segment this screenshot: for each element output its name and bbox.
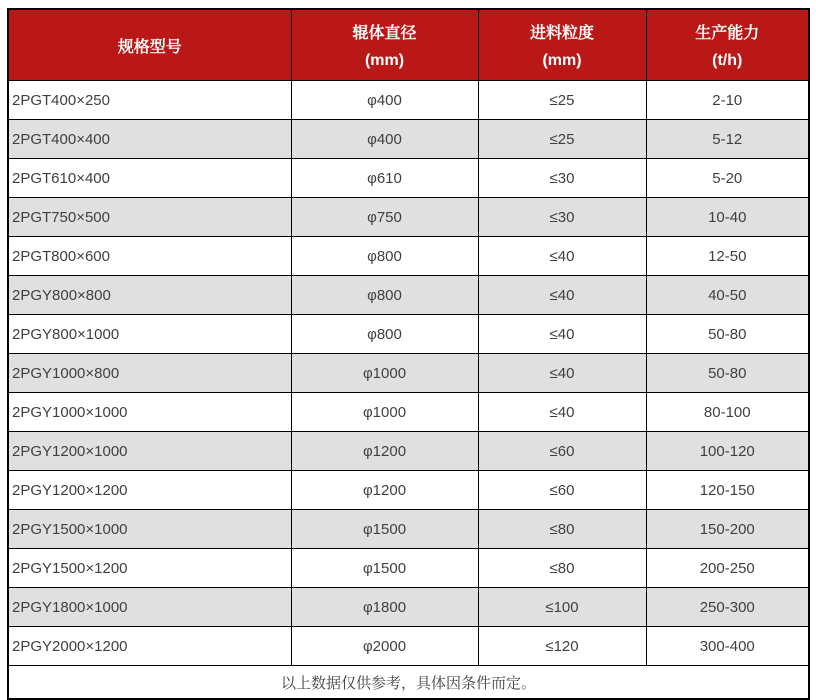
specification-table: [7, 8, 810, 700]
feed-size-cell: ≤80: [478, 510, 646, 549]
table-row: [8, 588, 809, 627]
header-capacity-unit: (t/h): [712, 52, 743, 69]
model-cell: 2PGT800×600: [8, 237, 291, 276]
header-capacity: [646, 9, 809, 81]
table-row: [8, 627, 809, 666]
model-cell: 2PGY800×800: [8, 276, 291, 315]
table-row: [8, 315, 809, 354]
capacity-cell: 120-150: [646, 471, 809, 510]
model-cell: 2PGT610×400: [8, 159, 291, 198]
diameter-cell: φ1500: [291, 510, 478, 549]
footer-note: 以上数据仅供参考，具体因条件而定。: [8, 666, 809, 700]
diameter-cell: φ800: [291, 237, 478, 276]
feed-size-cell: ≤60: [478, 432, 646, 471]
header-feed-size-unit: (mm): [542, 52, 582, 69]
diameter-cell: φ750: [291, 198, 478, 237]
table-row: [8, 198, 809, 237]
diameter-cell: φ400: [291, 120, 478, 159]
capacity-cell: 10-40: [646, 198, 809, 237]
capacity-cell: 300-400: [646, 627, 809, 666]
header-capacity-title: 生产能力: [695, 25, 760, 42]
header-model: [8, 9, 291, 81]
table-row: [8, 120, 809, 159]
capacity-cell: 5-20: [646, 159, 809, 198]
table-row: [8, 354, 809, 393]
capacity-cell: 200-250: [646, 549, 809, 588]
table-row: [8, 393, 809, 432]
model-cell: 2PGT400×250: [8, 81, 291, 120]
capacity-cell: 150-200: [646, 510, 809, 549]
header-feed-size: [478, 9, 646, 81]
table-row: [8, 471, 809, 510]
model-cell: 2PGY1000×1000: [8, 393, 291, 432]
table-row: [8, 549, 809, 588]
diameter-cell: φ610: [291, 159, 478, 198]
feed-size-cell: ≤40: [478, 393, 646, 432]
feed-size-cell: ≤25: [478, 120, 646, 159]
diameter-cell: φ1200: [291, 432, 478, 471]
capacity-cell: 80-100: [646, 393, 809, 432]
feed-size-cell: ≤40: [478, 354, 646, 393]
diameter-cell: φ800: [291, 315, 478, 354]
model-cell: 2PGY1000×800: [8, 354, 291, 393]
model-cell: 2PGT750×500: [8, 198, 291, 237]
feed-size-cell: ≤40: [478, 315, 646, 354]
header-model-title: 规格型号: [117, 38, 182, 56]
table-body: [8, 81, 809, 666]
table-header: [8, 9, 809, 81]
table-row: [8, 432, 809, 471]
capacity-cell: 5-12: [646, 120, 809, 159]
model-cell: 2PGY1200×1000: [8, 432, 291, 471]
capacity-cell: 12-50: [646, 237, 809, 276]
header-roller-diameter: [291, 9, 478, 81]
capacity-cell: 2-10: [646, 81, 809, 120]
capacity-cell: 50-80: [646, 354, 809, 393]
table-row: [8, 237, 809, 276]
feed-size-cell: ≤100: [478, 588, 646, 627]
capacity-cell: 40-50: [646, 276, 809, 315]
capacity-cell: 50-80: [646, 315, 809, 354]
diameter-cell: φ1500: [291, 549, 478, 588]
capacity-cell: 250-300: [646, 588, 809, 627]
feed-size-cell: ≤60: [478, 471, 646, 510]
table-row: [8, 510, 809, 549]
feed-size-cell: ≤30: [478, 159, 646, 198]
diameter-cell: φ1800: [291, 588, 478, 627]
table-row: [8, 276, 809, 315]
model-cell: 2PGY2000×1200: [8, 627, 291, 666]
diameter-cell: φ2000: [291, 627, 478, 666]
diameter-cell: φ1000: [291, 354, 478, 393]
diameter-cell: φ400: [291, 81, 478, 120]
feed-size-cell: ≤25: [478, 81, 646, 120]
header-row: [8, 9, 809, 81]
feed-size-cell: ≤120: [478, 627, 646, 666]
diameter-cell: φ800: [291, 276, 478, 315]
table-row: [8, 159, 809, 198]
model-cell: 2PGY1200×1200: [8, 471, 291, 510]
footer-row: [8, 666, 809, 700]
model-cell: 2PGY1500×1000: [8, 510, 291, 549]
header-roller-diameter-title: 辊体直径: [352, 25, 417, 42]
feed-size-cell: ≤30: [478, 198, 646, 237]
feed-size-cell: ≤40: [478, 237, 646, 276]
header-feed-size-title: 进料粒度: [529, 25, 594, 42]
header-roller-diameter-unit: (mm): [364, 52, 405, 69]
model-cell: 2PGT400×400: [8, 120, 291, 159]
diameter-cell: φ1000: [291, 393, 478, 432]
model-cell: 2PGY1800×1000: [8, 588, 291, 627]
table-footer: [8, 666, 809, 700]
diameter-cell: φ1200: [291, 471, 478, 510]
model-cell: 2PGY1500×1200: [8, 549, 291, 588]
feed-size-cell: ≤40: [478, 276, 646, 315]
table-row: [8, 81, 809, 120]
capacity-cell: 100-120: [646, 432, 809, 471]
feed-size-cell: ≤80: [478, 549, 646, 588]
model-cell: 2PGY800×1000: [8, 315, 291, 354]
